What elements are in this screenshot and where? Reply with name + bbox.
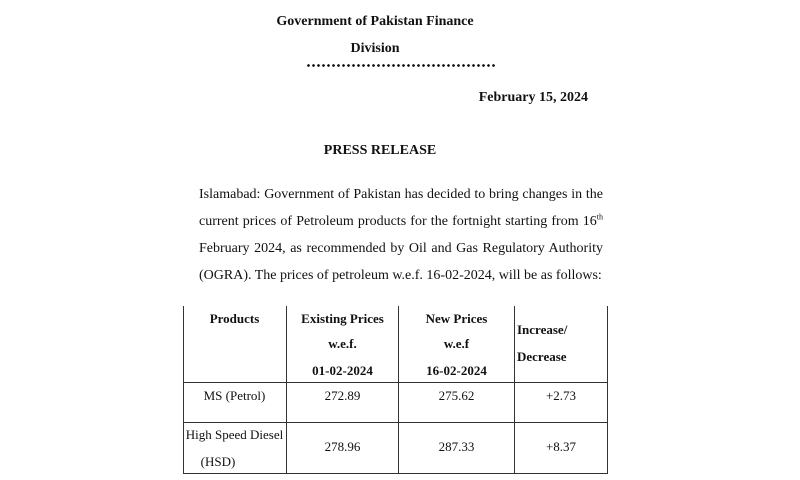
paragraph-line-2 [199,208,603,235]
row-2-change: +8.37 [545,439,577,454]
paragraph-line-4: (OGRA). The prices of petroleum w.e.f. 16-02-2024, will be as follows: [199,268,602,283]
header-change-line-2: Decrease [517,349,567,364]
header-existing-line-1: Existing Prices [301,311,384,326]
row-2-product-line-1: High Speed Diesel [185,427,284,442]
page-title: PRESS RELEASE [323,143,437,158]
header-new-line-3: 16-02-2024 [426,363,487,378]
header-change-line-1: Increase/ [517,322,568,337]
paragraph-line-3: February 2024, as recommended by Oil and Gas Regulatory Authority [199,241,603,256]
row-2-existing-price: 278.96 [324,439,361,454]
paragraph-line-2-text: current prices of Petroleum products for the fortnight starting from 16 [199,214,597,229]
header-products: Products [209,311,260,326]
row-1-product: MS (Petrol) [203,388,266,403]
price-table [183,306,608,474]
header-new-line-2: w.e.f [443,336,470,351]
table-border-right [607,306,608,474]
header-new-line-1: New Prices [425,311,488,326]
ordinal-suffix: th [596,212,603,222]
row-2-new-price: 287.33 [438,439,475,454]
release-date: February 15, 2024 [478,90,588,105]
header-line-1: Government of Pakistan Finance [276,14,474,29]
row-1-new-price: 275.62 [438,388,475,403]
body-paragraph [199,181,603,289]
dotted-divider [306,63,496,68]
row-2-product-line-2: (HSD) [200,454,236,469]
header-existing-line-2: w.e.f. [328,336,357,351]
header-line-2: Division [350,41,400,56]
row-1-existing-price: 272.89 [324,388,361,403]
header-existing-line-3: 01-02-2024 [312,363,373,378]
paragraph-line-1: Islamabad: Government of Pakistan has decided to bring changes in the [199,187,603,202]
row-1-change: +2.73 [545,388,577,403]
